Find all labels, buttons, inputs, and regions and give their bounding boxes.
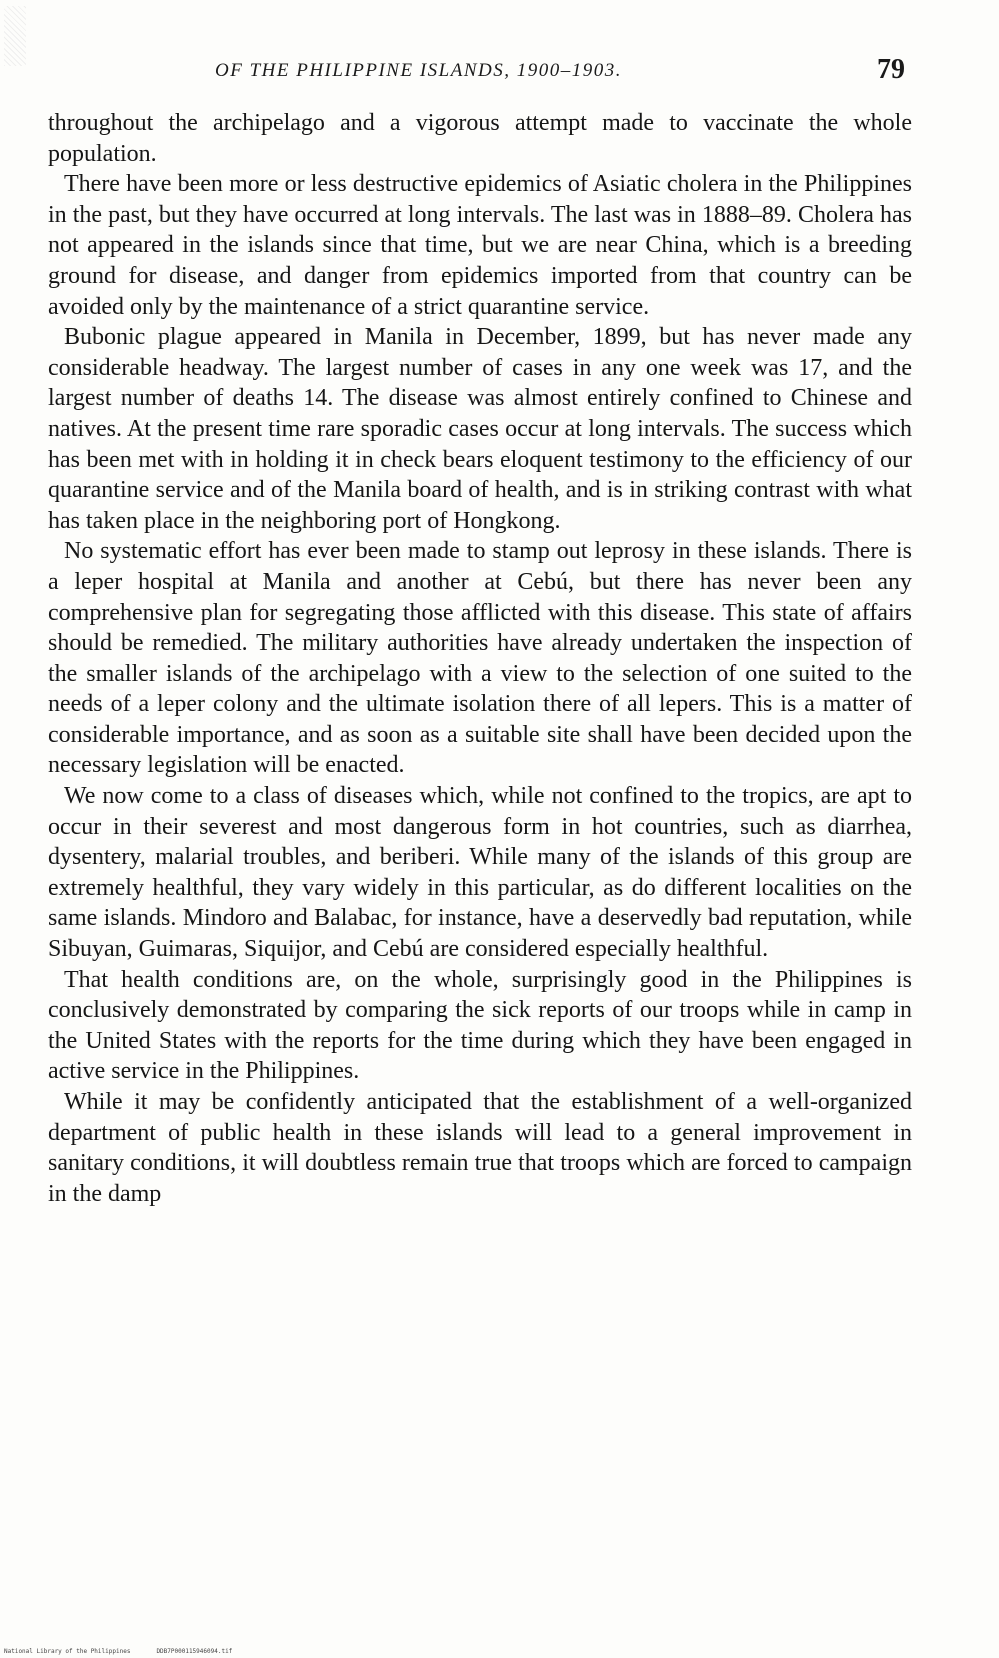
paragraph-continuation: throughout the archipelago and a vigorous attempt made to vaccinate the whole population. [48, 110, 912, 167]
paragraph-public-health: While it may be confidently anticipated that the establishment of a well-organized department of public health in these islands will lead to a general improvement in sanitary conditions, it will doubtless remain true that troops which are forced to campaign in the damp [48, 1089, 912, 1207]
page-number: 79 [877, 54, 905, 85]
paragraph-bubonic-plague: Bubonic plague appeared in Manila in December, 1899, but has never made any considerable headway. The largest number of cases in any one week was 17, and the largest number of deaths 14. The disease was almost entirely confined to Chinese and natives. At the present time rare sporadic cases occur at long intervals. The success which has been met with in holding it in check bears eloquent testimony to the efficiency of our quarantine service and of the Manila board of health, and is in striking contrast with what has taken place in the neighboring port of Hongkong. [48, 324, 912, 534]
paragraph-cholera: There have been more or less destructive epidemics of Asiatic cholera in the Philippines in the past, but they have occurred at long intervals. The last was in 1888–89. Cholera has not appeared in the islands since that time, but we are near China, which is a breeding ground for disease, and danger from epidemics imported from that country can be avoided only by the maintenance of a strict quarantine service. [48, 171, 912, 320]
page-header [195, 54, 905, 98]
paragraph-leprosy: No systematic effort has ever been made to stamp out leprosy in these islands. There is a leper hospital at Manila and another at Cebú, but there has never been any comprehensive plan for segregating those afflicted with this disease. This state of affairs should be remedied. The military authorities have already undertaken the inspection of the smaller islands of the archipelago with a view to the selection of one suited to the needs of a leper colony and the ultimate isolation there of all lepers. This is a matter of considerable importance, and as soon as a suitable site shall have been decided upon the necessary legislation will be enacted. [48, 538, 912, 779]
paragraph-health-conditions: That health conditions are, on the whole, surprisingly good in the Philippines is conclusively demonstrated by comparing the sick reports of our troops while in camp in the United States with the reports for the time during which they have been engaged in active service in the Philippines. [48, 966, 912, 1085]
running-head: OF THE PHILIPPINE ISLANDS, 1900–1903. [215, 60, 622, 81]
footer-library: National Library of the Philippines [4, 1648, 131, 1655]
scan-footer [4, 1648, 232, 1655]
scan-artifact [4, 6, 26, 66]
footer-file-id: DDB7P000115946094.tif [156, 1648, 233, 1655]
paragraph-tropical-diseases: We now come to a class of diseases which, while not confined to the tropics, are apt to occur in their severest and most dangerous form in hot countries, such as diarrhea, dysentery, malarial troubles, and beriberi. While many of the islands of this group are extremely healthful, they vary widely in this particular, as do different localities on the same islands. Mindoro and Balabac, for instance, have a deservedly bad reputation, while Sibuyan, Guimaras, Siquijor, and Cebú are considered especially healthful. [48, 783, 912, 963]
body-text [48, 108, 912, 1209]
